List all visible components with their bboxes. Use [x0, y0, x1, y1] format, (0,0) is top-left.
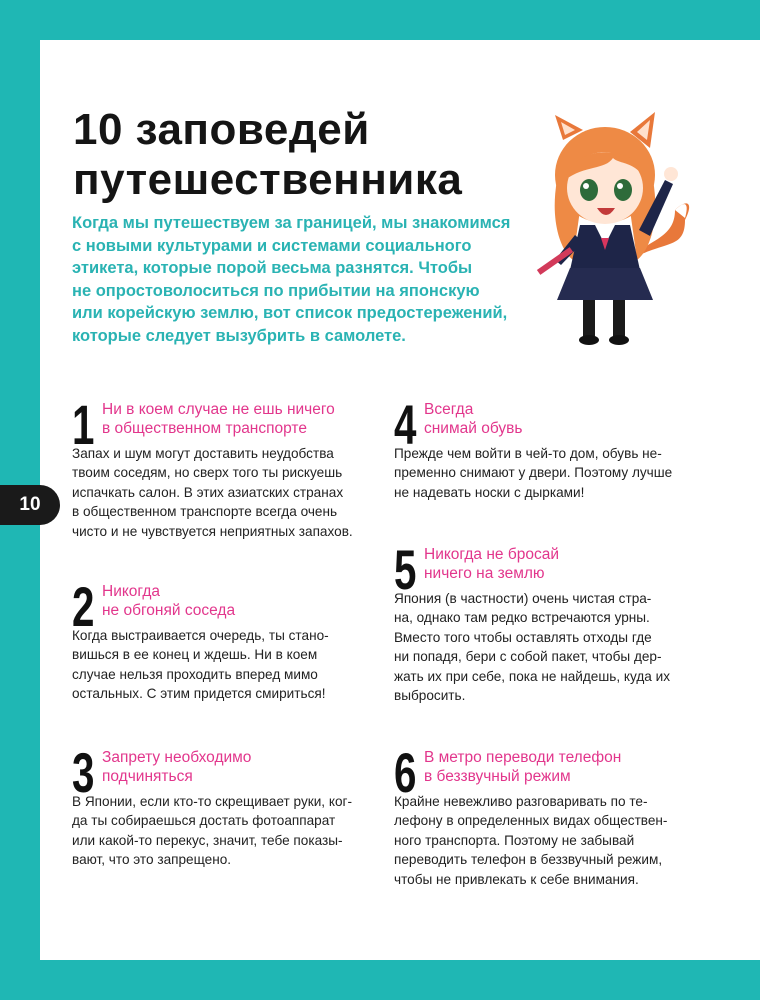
page-title-line-2: путешественника: [73, 155, 463, 204]
page-title: [73, 105, 462, 205]
rule-body: Когда выстраивается очередь, ты стано- вишься в ее конец и ждешь. Ни в коем случае нельзя проходить вперед мимо остальных. С этим придется смириться!: [72, 628, 329, 702]
rule-heading: Всегда снимай обувь: [424, 401, 523, 437]
page-title-line-1: 10 заповедей: [73, 105, 370, 154]
rule-body: Прежде чем войти в чей-то дом, обувь не- пременно снимают у двери. Поэтому лучше не надевать носки с дырками!: [394, 446, 673, 500]
rule-4: [394, 393, 694, 508]
rule-3: [72, 741, 372, 876]
rule-5: [394, 538, 694, 713]
rule-6: [394, 741, 694, 896]
rule-number: 4: [394, 393, 417, 456]
rule-number: 6: [394, 741, 417, 804]
page-number-tab: [0, 485, 60, 525]
rule-number: 5: [394, 538, 417, 601]
rule-heading: Никогда не бросай ничего на землю: [424, 546, 559, 582]
rule-heading: В метро переводи телефон в беззвучный режим: [424, 749, 622, 785]
rule-number: 1: [72, 393, 95, 456]
rule-number: 3: [72, 741, 95, 804]
rule-body: В Японии, если кто-то скрещивает руки, ког- да ты собираешься достать фотоаппарат или какой-то перекус, значит, тебе показы- вают, что это запрещено.: [72, 794, 352, 868]
rule-body: Япония (в частности) очень чистая стра- на, однако там редко встречаются урны. Вместо того чтобы оставлять отходы где ни попадя, бери с собой пакет, чтобы дер- жать их при себе, пока не найдешь, куда их выбросить.: [394, 591, 670, 704]
rule-1: [72, 393, 372, 548]
rule-body: Запах и шум могут доставить неудобства твоим соседям, но сверх того ты рискуешь испачкать салон. В этих азиатских странах в общественном транспорте всегда очень чисто и не чувствуется неприятных запахов.: [72, 446, 353, 539]
rule-heading: Никогда не обгоняй соседа: [102, 583, 236, 619]
rule-heading: Запрету необходимо подчиняться: [102, 749, 252, 785]
rule-body: Крайне невежливо разговаривать по те- лефону в определенных видах обществен- ного транспорта. Поэтому не забывай переводить телефон в беззвучный режим, чтобы не привлекать к себе внимания.: [394, 794, 668, 887]
rule-heading: Ни в коем случае не ешь ничего в общественном транспорте: [102, 401, 335, 437]
intro-paragraph: Когда мы путешествуем за границей, мы знакомимся с новыми культурами и системами социального этикета, которые порой весьма разнятся. Чтобы не опростоволоситься по прибытии на японскую или корейскую землю, вот список предостережений, которые следует вызубрить в самолете.: [72, 214, 511, 345]
page-number: 10: [19, 494, 41, 515]
fox-girl-mascot-illustration: [535, 110, 710, 350]
rule-number: 2: [72, 575, 95, 638]
rule-2: [72, 575, 372, 710]
